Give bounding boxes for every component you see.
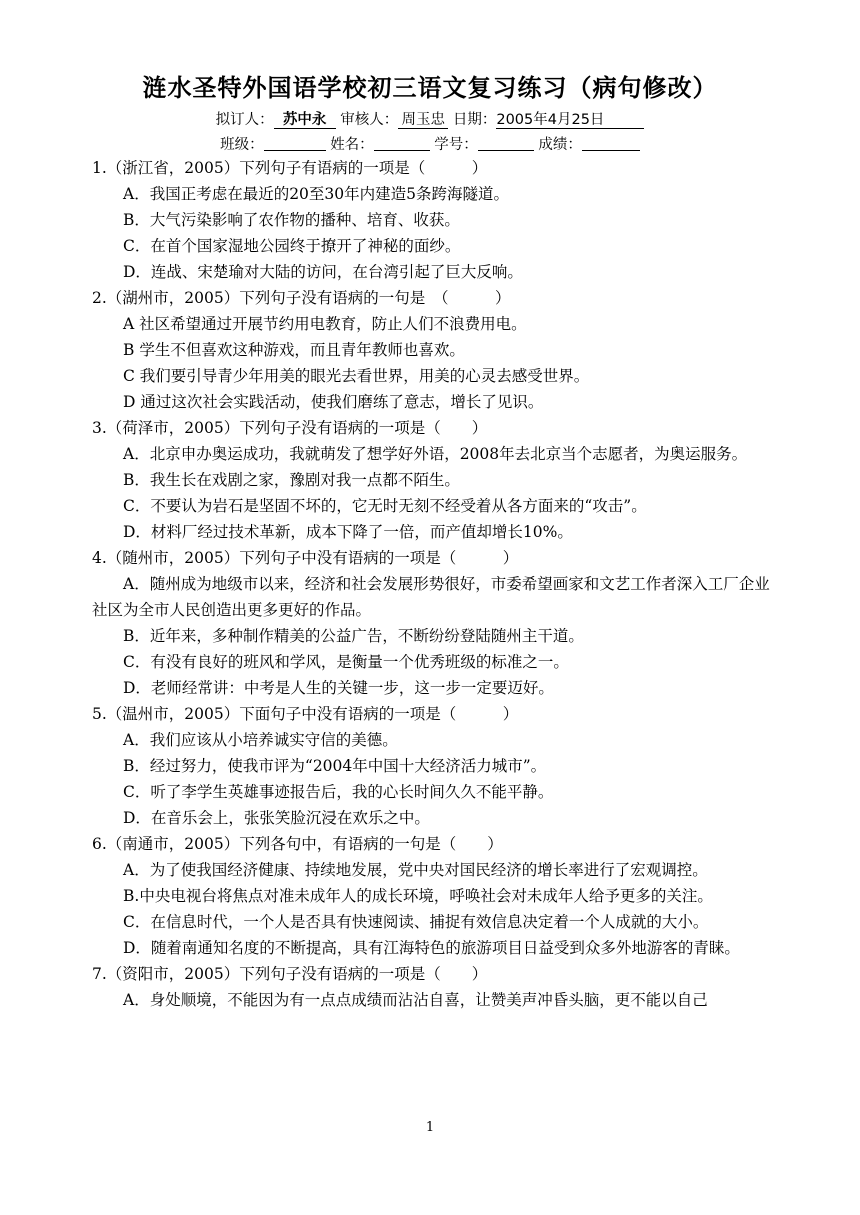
class-blank (264, 136, 326, 151)
question-stem: 3.（荷泽市，2005）下列句子没有语病的一项是（ ） (92, 419, 488, 437)
question-stem: 1.（浙江省，2005）下列句子有语病的一项是（ ） (92, 159, 488, 177)
option-a: A．为了使我国经济健康、持续地发展，党中央对国民经济的增长率进行了宏观调控。 (123, 861, 708, 879)
question-7 (92, 961, 770, 1013)
document-title: 涟水圣特外国语学校初三语文复习练习（病句修改） (142, 74, 718, 102)
option-c: C 我们要引导青少年用美的眼光去看世界，用美的心灵去感受世界。 (123, 367, 590, 385)
question-stem: 6.（南通市，2005）下列各句中，有语病的一句是（ ） (92, 835, 503, 853)
question-stem: 7.（资阳市，2005）下列句子没有语病的一项是（ ） (92, 965, 488, 983)
option-b: B．近年来，多种制作精美的公益广告，不断纷纷登陆随州主干道。 (123, 627, 584, 645)
reviewer-label: 审核人： (340, 112, 399, 128)
option-b: B．我生长在戏剧之家，豫剧对我一点都不陌生。 (123, 471, 460, 489)
option-a: A 社区希望通过开展节约用电教育，防止人们不浪费用电。 (123, 315, 527, 333)
student-info-line (0, 133, 860, 154)
option-c: C．听了李学生英雄事迹报告后，我的心长时间久久不能平静。 (123, 783, 554, 801)
score-label: 成绩： (538, 137, 582, 153)
question-list (92, 155, 770, 1013)
option-c: C．有没有良好的班风和学风，是衡量一个优秀班级的标准之一。 (123, 653, 569, 671)
date-value: 2005年4月25日 (496, 112, 644, 129)
option-b: B 学生不但喜欢这种游戏，而且青年教师也喜欢。 (123, 341, 465, 359)
option-d: D．老师经常讲：中考是人生的关键一步，这一步一定要迈好。 (123, 679, 554, 697)
reviewer-name: 周玉忠 (398, 112, 448, 129)
option-a: A．我们应该从小培养诚实守信的美德。 (123, 731, 398, 749)
option-c: C．在首个国家湿地公园终于撩开了神秘的面纱。 (123, 237, 461, 255)
option-b: B．经过努力，使我市评为“2004年中国十大经济活力城市”。 (123, 757, 547, 775)
option-c: C．在信息时代，一个人是否具有快速阅读、捕捉有效信息决定着一个人成就的大小。 (123, 913, 709, 931)
question-4 (92, 545, 770, 701)
question-stem: 2.（湖州市，2005）下列句子没有语病的一句是 （ ） (92, 289, 511, 307)
option-a: A．随州成为地级市以来，经济和社会发展形势很好，市委希望画家和文艺工作者深入工厂企业社区为全市人民创造出更多更好的作品。 (92, 575, 770, 619)
question-3 (92, 415, 770, 545)
option-d: D 通过这次社会实践活动，使我们磨练了意志，增长了见识。 (123, 393, 544, 411)
option-d: D．材料厂经过技术革新，成本下降了一倍，而产值却增长10%。 (123, 523, 573, 541)
question-5 (92, 701, 770, 831)
name-label: 姓名： (330, 137, 374, 153)
option-a: A．北京申办奥运成功，我就萌发了想学好外语，2008年去北京当个志愿者，为奥运服务。 (123, 445, 748, 463)
option-b: B．大气污染影响了农作物的播种、培育、收获。 (123, 211, 460, 229)
page-number: 1 (425, 1120, 435, 1135)
option-d: D．连战、宋楚瑜对大陆的访问，在台湾引起了巨大反响。 (123, 263, 523, 281)
drafter-label: 拟订人： (215, 112, 274, 128)
option-a: A．我国正考虑在最近的20至30年内建造5条跨海隧道。 (123, 185, 510, 203)
option-a: A．身处顺境，不能因为有一点点成绩而沾沾自喜，让赞美声冲昏头脑，更不能以自己 (123, 991, 708, 1009)
date-label: 日期： (452, 112, 497, 128)
question-stem: 5.（温州市，2005）下面句子中没有语病的一项是（ ） (92, 705, 519, 723)
question-stem: 4.（随州市，2005）下列句子中没有语病的一项是（ ） (92, 549, 519, 567)
number-blank (478, 136, 534, 151)
score-blank (582, 136, 640, 151)
name-blank (374, 136, 430, 151)
option-b: B.中央电视台将焦点对准未成年人的成长环境，呼唤社会对未成年人给予更多的关注。 (123, 887, 713, 905)
question-2 (92, 285, 770, 415)
option-d: D．在音乐会上，张张笑脸沉浸在欢乐之中。 (123, 809, 430, 827)
question-1 (92, 155, 770, 285)
author-line (0, 108, 860, 129)
drafter-name: 苏中永 (274, 112, 336, 129)
option-c: C．不要认为岩石是坚固不坏的，它无时无刻不经受着从各方面来的“攻击”。 (123, 497, 647, 515)
class-label: 班级： (220, 137, 264, 153)
number-label: 学号： (434, 137, 478, 153)
option-d: D．随着南通知名度的不断提高，具有江海特色的旅游项目日益受到众多外地游客的青睐。 (123, 939, 740, 957)
question-6 (92, 831, 770, 961)
